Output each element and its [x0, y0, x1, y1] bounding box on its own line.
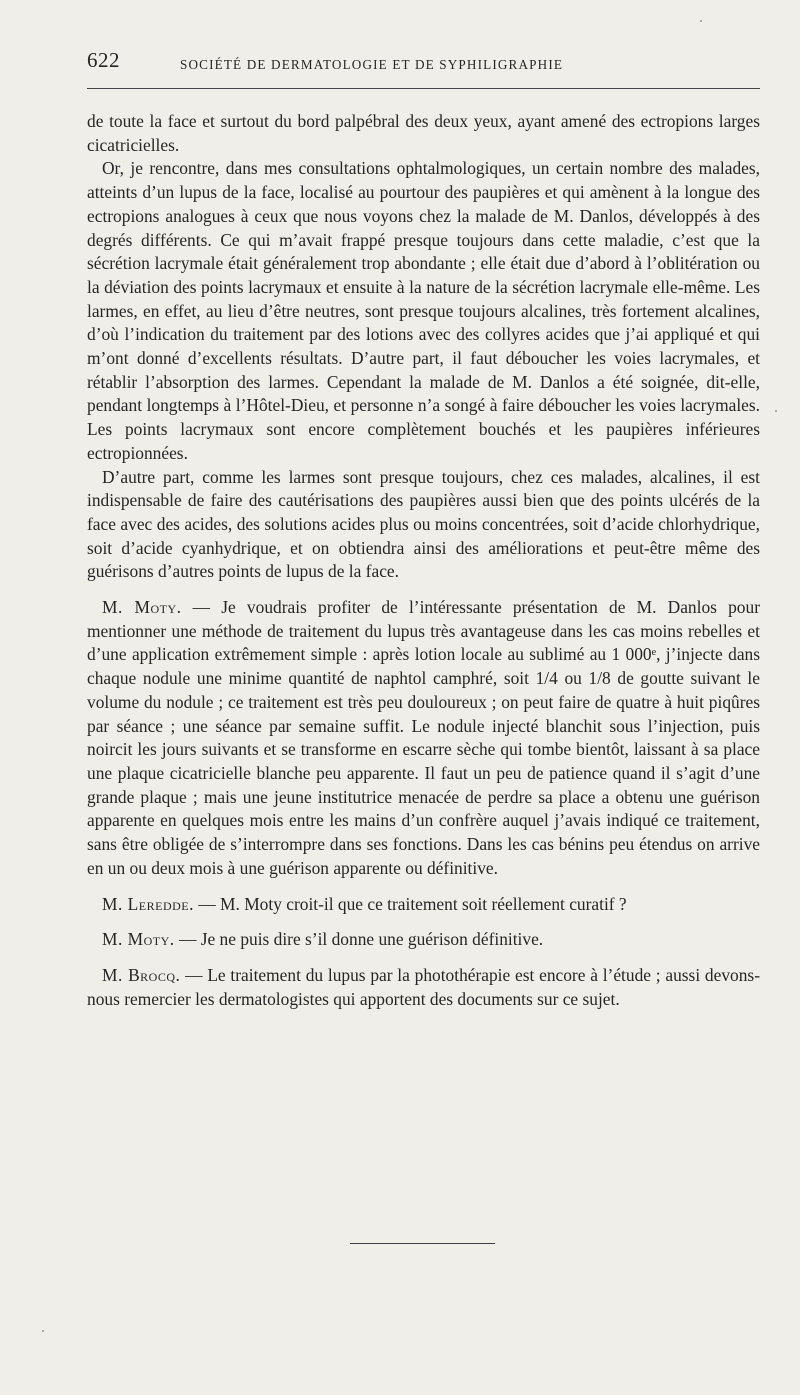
- paper-speck: [42, 1330, 44, 1332]
- paper-speck: [775, 410, 777, 412]
- paragraph-brocq-remark: [87, 964, 760, 1011]
- speaker-name: M. Moty.: [102, 597, 182, 618]
- paragraph-text: — Le traitement du lupus par la photothérapie est encore à l’étude ; aussi devons-nous remercier les dermatologistes qui apportent des documents sur ce sujet.: [87, 964, 760, 1009]
- paragraph-text: de toute la face et surtout du bord palpébral des deux yeux, ayant amené des ectropions larges cicatricielles.: [87, 111, 760, 155]
- section-end-rule: [350, 1243, 495, 1244]
- page-number: 622: [87, 48, 120, 72]
- paragraph-leredde-question: [87, 893, 760, 917]
- body-text: [87, 110, 760, 1011]
- paragraph-text: D’autre part, comme les larmes sont presque toujours, chez ces malades, alcalines, il est indispensable de faire des cautérisations des paupières aussi bien que des points ulcérés de la face avec des acides, des solutions acides plus ou moins concentrées, soit d’acide chlorhydrique, soit d’acide cyanhydrique, et on obtiendra ainsi des améliorations et peut-être même des guérisons d’autres points de lupus de la face.: [87, 466, 760, 582]
- paper-speck: [700, 20, 702, 22]
- paragraph-moty-answer: [87, 928, 760, 952]
- paragraph-text: Or, je rencontre, dans mes consultations ophtalmologiques, un certain nombre des malades, atteints d’un lupus de la face, localisé au pourtour des paupières et qui amènent à la longue des ectropions analogues à ceux que nous voyons chez la malade de M. Danlos, développés à des degrés différents. Ce qui m’avait frappé presque toujours dans cette maladie, c’est que la sécrétion lacrymale était généralement trop abondante ; elle était due d’abord à l’oblitération ou la déviation des points lacrymaux et ensuite à la nature de la sécrétion lacrymale elle-même. Les larmes, en effet, au lieu d’être neutres, sont presque toujours alcalines, très fortement alcalines, d’où l’indication du traitement par des lotions avec des collyres acides que j’ai appliqué et qui m’ont donné d’excellents résultats. D’autre part, il faut déboucher les voies lacrymales, et rétablir l’absorption des larmes. Cependant la malade de M. Danlos a été soignée, dit-elle, pendant longtemps à l’Hôtel-Dieu, et personne n’a songé à faire déboucher les voies lacrymales. Les points lacrymaux sont encore complètement bouchés et les paupières inférieures ectropionnées.: [87, 158, 760, 463]
- paragraph-ectropion: [87, 157, 760, 465]
- speaker-name: M. Moty.: [102, 929, 175, 950]
- paragraph-moty-treatment: [87, 596, 760, 880]
- paragraph-text: — Je ne puis dire s’il donne une guérison définitive.: [174, 929, 544, 950]
- paragraph-cauterisation: [87, 466, 760, 585]
- speaker-name: M. Leredde.: [102, 893, 194, 914]
- running-title: SOCIÉTÉ DE DERMATOLOGIE ET DE SYPHILIGRAPHIE: [180, 57, 564, 72]
- page-header: [87, 48, 763, 78]
- header-rule: [87, 88, 760, 89]
- speaker-name: M. Brocq.: [102, 964, 181, 985]
- paragraph-continuation: [87, 110, 760, 157]
- paragraph-text: — Je voudrais profiter de l’intéressante présentation de M. Danlos pour mentionner une méthode de traitement du lupus très avantageuse dans les cas moins rebelles et d’une application extrêmement simple : après lotion locale au sublimé au 1 000ᵉ, j’injecte dans chaque nodule une minime quantité de naphtol camphré, soit 1/4 ou 1/8 de goutte suivant le volume du nodule ; ce traitement est très peu douloureux ; on peut faire de quatre à huit piqûres par séance ; une séance par semaine suffit. Le nodule injecté blanchit sous l’injection, puis noircit les jours suivants et se transforme en escarre sèche qui tombe bientôt, laissant à sa place une plaque cicatricielle blanche peu apparente. Il faut un peu de patience quand il s’agit d’une grande plaque ; mais une jeune institutrice menacée de perdre sa place a obtenu une guérison apparente en quelques mois entre les mains d’un confrère auquel j’avais indiqué ce traitement, sans être obligée de s’interrompre dans ses fonctions. Dans les cas bénins peu étendus on arrive en un ou deux mois à une guérison apparente ou définitive.: [87, 597, 760, 878]
- paragraph-text: — M. Moty croit-il que ce traitement soit réellement curatif ?: [193, 893, 627, 914]
